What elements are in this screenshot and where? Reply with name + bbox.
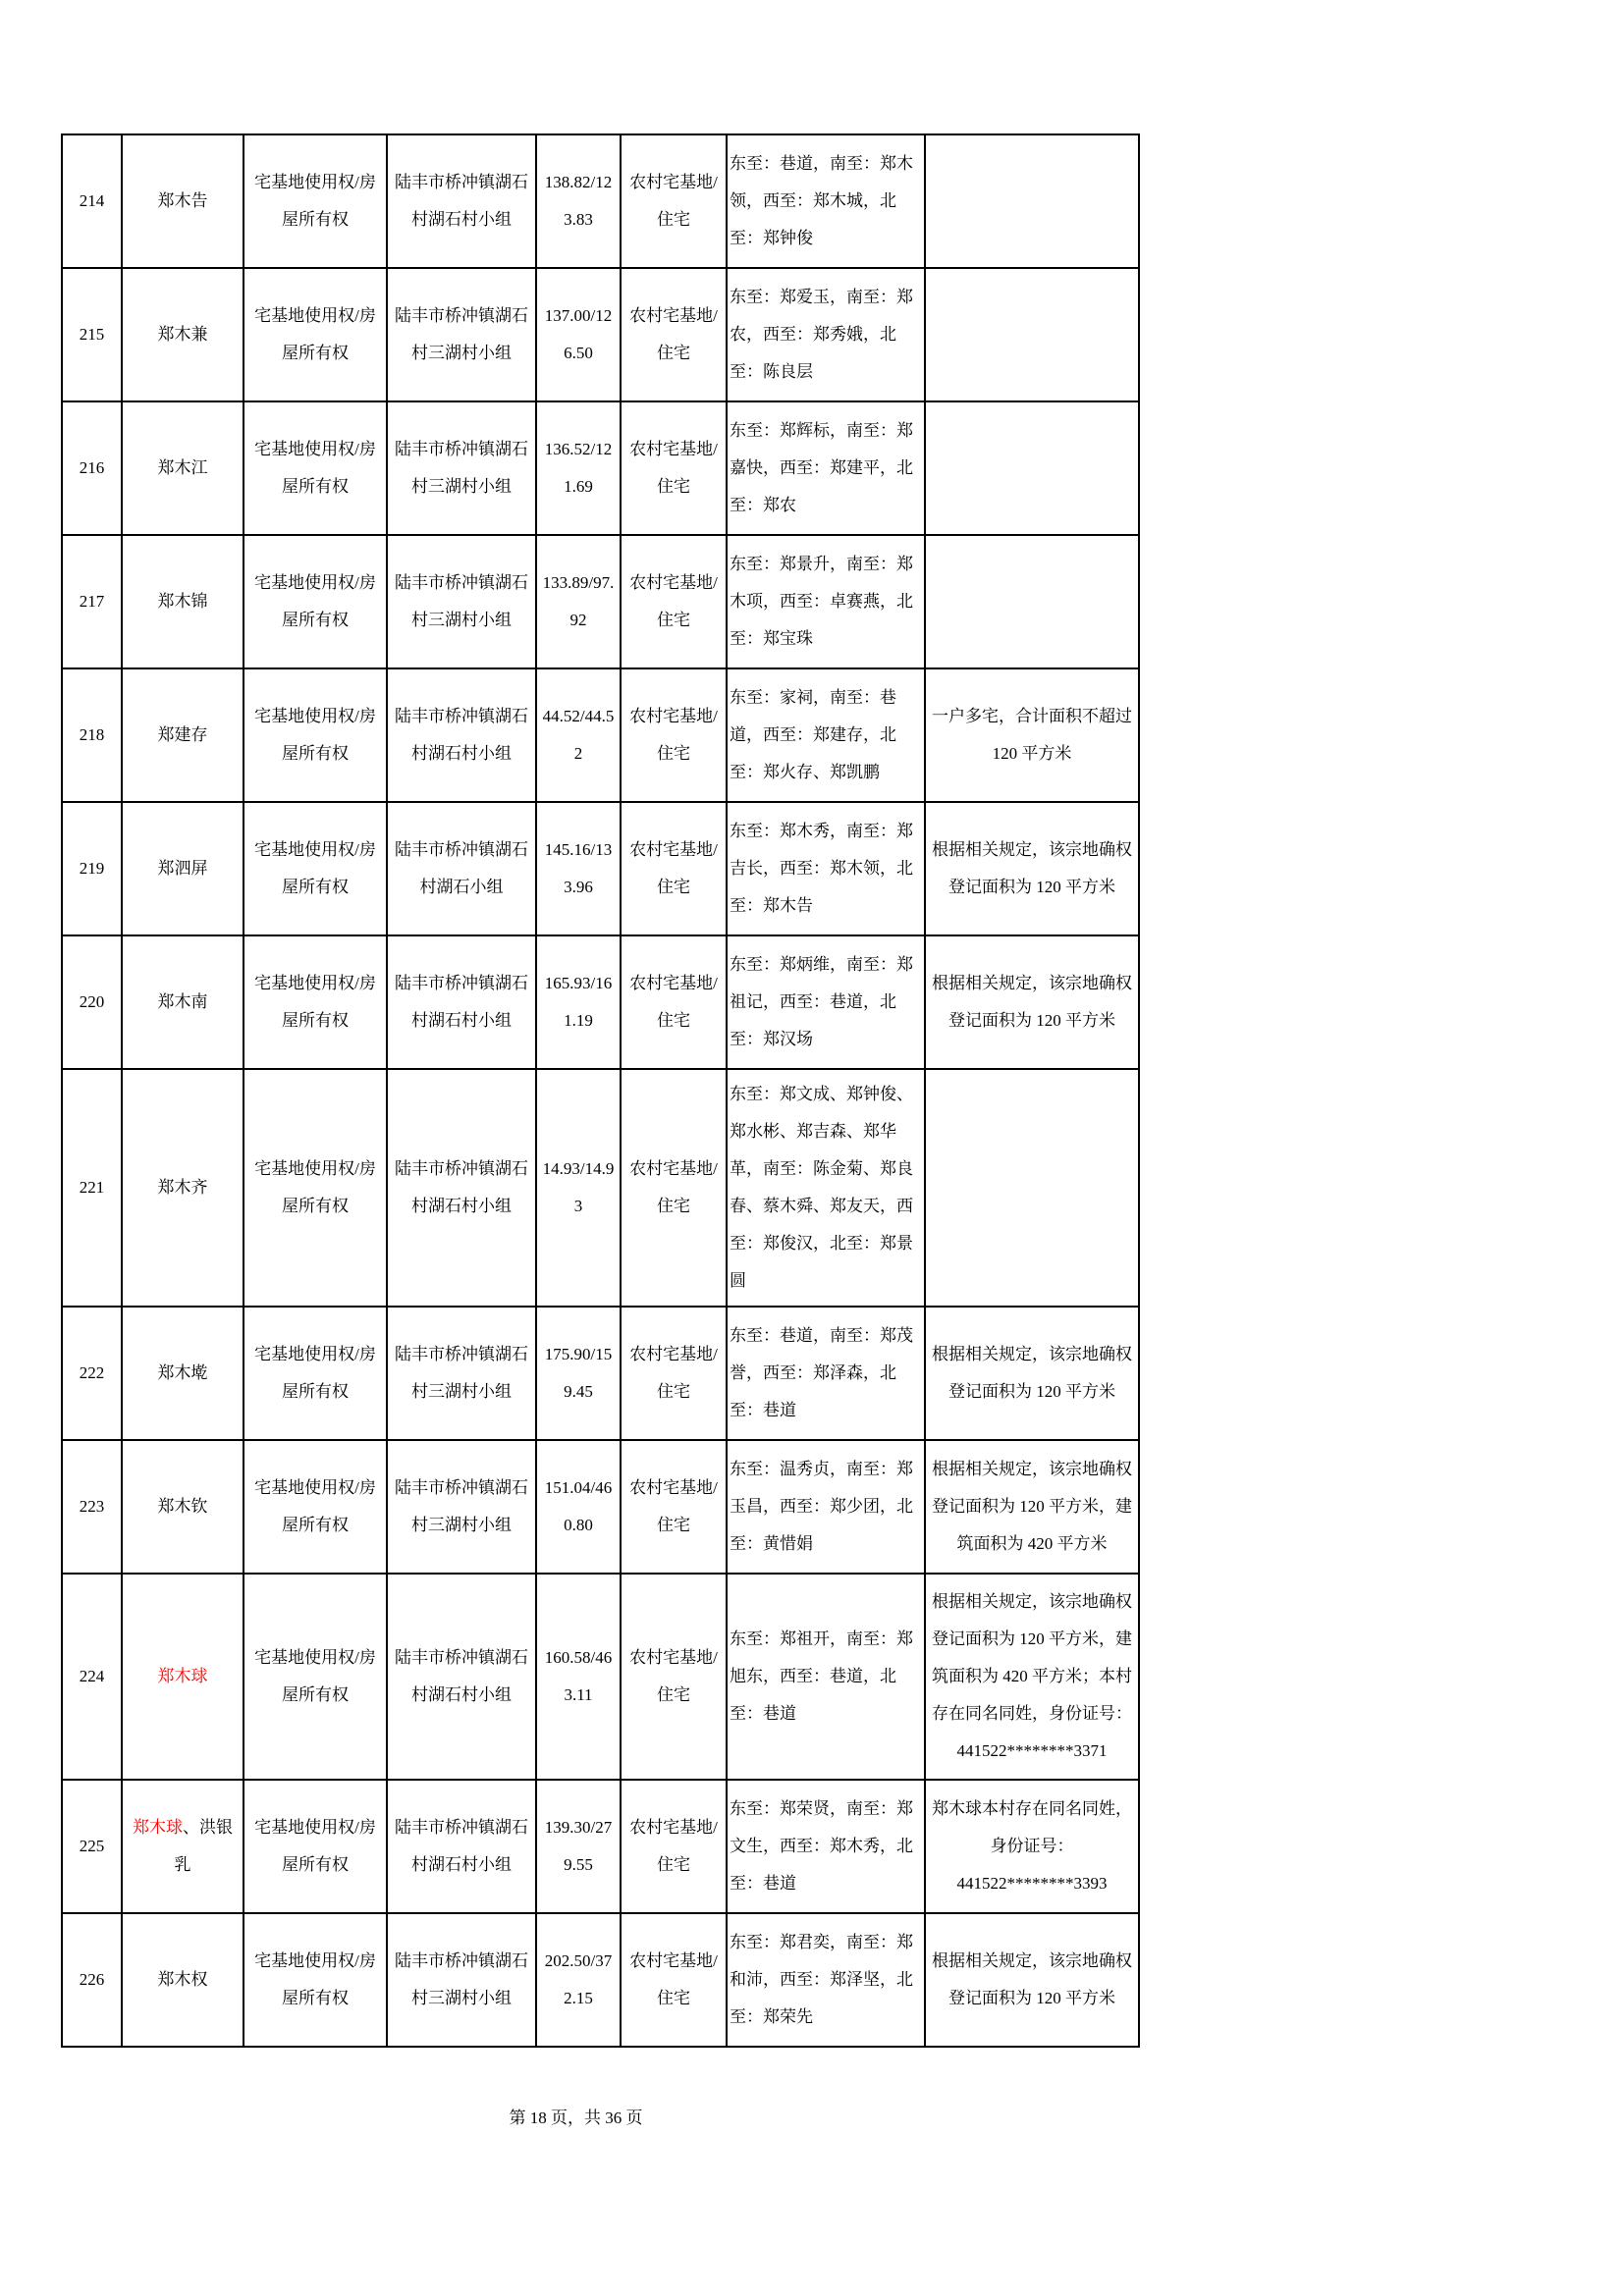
table-row bbox=[62, 1913, 1139, 2047]
owner-name-cell bbox=[122, 935, 244, 1069]
table-row bbox=[62, 535, 1139, 668]
location-cell: 陆丰市桥冲镇湖石村三湖村小组 bbox=[387, 1913, 536, 2047]
boundaries-cell: 东至：家祠，南至：巷道，西至：郑建存，北至：郑火存、郑凯鹏 bbox=[727, 668, 925, 802]
owner-name-cell bbox=[122, 535, 244, 668]
table-row bbox=[62, 1780, 1139, 1913]
remark-cell: 郑木球本村存在同名同姓，身份证号： 441522********3393 bbox=[925, 1780, 1139, 1913]
rights-type-cell: 宅基地使用权/房屋所有权 bbox=[244, 134, 387, 268]
land-use-type-cell: 农村宅基地/住宅 bbox=[621, 401, 727, 535]
land-use-type-cell: 农村宅基地/住宅 bbox=[621, 668, 727, 802]
owner-name-text: 郑木墘 bbox=[157, 1363, 208, 1382]
boundaries-cell: 东至：郑君奕，南至：郑和沛，西至：郑泽坚，北至：郑荣先 bbox=[727, 1913, 925, 2047]
area-cell: 160.58/463.11 bbox=[536, 1574, 621, 1780]
boundaries-cell: 东至：巷道，南至：郑木领，西至：郑木城，北至：郑钟俊 bbox=[727, 134, 925, 268]
location-cell: 陆丰市桥冲镇湖石村三湖村小组 bbox=[387, 401, 536, 535]
table-row bbox=[62, 668, 1139, 802]
area-cell: 44.52/44.52 bbox=[536, 668, 621, 802]
remark-cell: 根据相关规定，该宗地确权登记面积为 120 平方米，建筑面积为 420 平方米；本村存在同名同姓，身份证号： 441522********3371 bbox=[925, 1574, 1139, 1780]
rights-type-cell: 宅基地使用权/房屋所有权 bbox=[244, 1069, 387, 1307]
rights-type-cell: 宅基地使用权/房屋所有权 bbox=[244, 1307, 387, 1440]
row-number-cell: 223 bbox=[62, 1440, 122, 1574]
location-cell: 陆丰市桥冲镇湖石村湖石小组 bbox=[387, 802, 536, 935]
area-cell: 151.04/460.80 bbox=[536, 1440, 621, 1574]
boundaries-cell: 东至：郑爱玉，南至：郑农，西至：郑秀娥，北至：陈良层 bbox=[727, 268, 925, 401]
row-number-cell: 217 bbox=[62, 535, 122, 668]
owner-name-cell bbox=[122, 1307, 244, 1440]
owner-name-text: 郑木锦 bbox=[157, 592, 208, 611]
location-cell: 陆丰市桥冲镇湖石村湖石村小组 bbox=[387, 134, 536, 268]
rights-type-cell: 宅基地使用权/房屋所有权 bbox=[244, 1574, 387, 1780]
row-number-cell: 220 bbox=[62, 935, 122, 1069]
land-use-type-cell: 农村宅基地/住宅 bbox=[621, 1440, 727, 1574]
owner-name-highlight: 郑木球 bbox=[133, 1818, 183, 1837]
boundaries-cell: 东至：郑文成、郑钟俊、郑水彬、郑吉森、郑华革，南至：陈金菊、郑良春、蔡木舜、郑友天，西至：郑俊汉，北至：郑景圆 bbox=[727, 1069, 925, 1307]
owner-name-text: 郑木江 bbox=[157, 458, 208, 477]
row-number-cell: 226 bbox=[62, 1913, 122, 2047]
rights-type-cell: 宅基地使用权/房屋所有权 bbox=[244, 668, 387, 802]
boundaries-cell: 东至：郑祖开，南至：郑旭东，西至：巷道，北至：巷道 bbox=[727, 1574, 925, 1780]
owner-name-text: 郑木齐 bbox=[157, 1178, 208, 1197]
location-cell: 陆丰市桥冲镇湖石村三湖村小组 bbox=[387, 268, 536, 401]
row-number-cell: 221 bbox=[62, 1069, 122, 1307]
location-cell: 陆丰市桥冲镇湖石村三湖村小组 bbox=[387, 1307, 536, 1440]
location-cell: 陆丰市桥冲镇湖石村湖石村小组 bbox=[387, 668, 536, 802]
row-number-cell: 214 bbox=[62, 134, 122, 268]
location-cell: 陆丰市桥冲镇湖石村湖石村小组 bbox=[387, 935, 536, 1069]
land-use-type-cell: 农村宅基地/住宅 bbox=[621, 1574, 727, 1780]
land-use-type-cell: 农村宅基地/住宅 bbox=[621, 535, 727, 668]
land-use-type-cell: 农村宅基地/住宅 bbox=[621, 268, 727, 401]
area-cell: 139.30/279.55 bbox=[536, 1780, 621, 1913]
owner-name-text: 郑木告 bbox=[157, 191, 208, 210]
owner-name-cell bbox=[122, 1069, 244, 1307]
owner-name-cell bbox=[122, 668, 244, 802]
owner-name-cell bbox=[122, 1574, 244, 1780]
land-use-type-cell: 农村宅基地/住宅 bbox=[621, 1069, 727, 1307]
remark-cell: 根据相关规定，该宗地确权登记面积为 120 平方米 bbox=[925, 935, 1139, 1069]
land-use-type-cell: 农村宅基地/住宅 bbox=[621, 134, 727, 268]
boundaries-cell: 东至：郑荣贤，南至：郑文生，西至：郑木秀，北至：巷道 bbox=[727, 1780, 925, 1913]
table-row bbox=[62, 1307, 1139, 1440]
boundaries-cell: 东至：郑炳维，南至：郑祖记，西至：巷道，北至：郑汉场 bbox=[727, 935, 925, 1069]
owner-name-text: 郑木权 bbox=[157, 1970, 208, 1989]
remark-cell bbox=[925, 535, 1139, 668]
boundaries-cell: 东至：郑景升，南至：郑木项，西至：卓赛燕，北至：郑宝珠 bbox=[727, 535, 925, 668]
row-number-cell: 222 bbox=[62, 1307, 122, 1440]
table-row bbox=[62, 935, 1139, 1069]
area-cell: 133.89/97.92 bbox=[536, 535, 621, 668]
owner-name-text: 郑木兼 bbox=[157, 325, 208, 344]
boundaries-cell: 东至：巷道，南至：郑茂誉，西至：郑泽森，北至：巷道 bbox=[727, 1307, 925, 1440]
owner-name-cell bbox=[122, 1913, 244, 2047]
owner-name-cell bbox=[122, 1440, 244, 1574]
location-cell: 陆丰市桥冲镇湖石村湖石村小组 bbox=[387, 1574, 536, 1780]
table-row bbox=[62, 1440, 1139, 1574]
remark-cell: 根据相关规定，该宗地确权登记面积为 120 平方米 bbox=[925, 802, 1139, 935]
rights-type-cell: 宅基地使用权/房屋所有权 bbox=[244, 1913, 387, 2047]
area-cell: 202.50/372.15 bbox=[536, 1913, 621, 2047]
page-footer: 第 18 页，共 36 页 bbox=[509, 2109, 643, 2127]
owner-name-cell bbox=[122, 1780, 244, 1913]
remark-cell bbox=[925, 268, 1139, 401]
area-cell: 175.90/159.45 bbox=[536, 1307, 621, 1440]
table-row bbox=[62, 268, 1139, 401]
land-use-type-cell: 农村宅基地/住宅 bbox=[621, 1307, 727, 1440]
land-rights-table bbox=[61, 133, 1140, 2048]
rights-type-cell: 宅基地使用权/房屋所有权 bbox=[244, 1440, 387, 1574]
remark-cell: 一户多宅，合计面积不超过 120 平方米 bbox=[925, 668, 1139, 802]
area-cell: 145.16/133.96 bbox=[536, 802, 621, 935]
owner-name-text: 郑木南 bbox=[157, 992, 208, 1011]
owner-name-highlight: 郑木球 bbox=[157, 1667, 208, 1685]
remark-cell: 根据相关规定，该宗地确权登记面积为 120 平方米 bbox=[925, 1307, 1139, 1440]
owner-name-cell bbox=[122, 401, 244, 535]
location-cell: 陆丰市桥冲镇湖石村湖石村小组 bbox=[387, 1069, 536, 1307]
row-number-cell: 216 bbox=[62, 401, 122, 535]
remark-cell bbox=[925, 134, 1139, 268]
owner-name-text: 郑木钦 bbox=[157, 1497, 208, 1516]
row-number-cell: 219 bbox=[62, 802, 122, 935]
land-use-type-cell: 农村宅基地/住宅 bbox=[621, 1780, 727, 1913]
location-cell: 陆丰市桥冲镇湖石村三湖村小组 bbox=[387, 535, 536, 668]
rights-type-cell: 宅基地使用权/房屋所有权 bbox=[244, 1780, 387, 1913]
owner-name-cell bbox=[122, 802, 244, 935]
owner-name-text: 郑泗屏 bbox=[157, 859, 208, 878]
owner-name-cell bbox=[122, 134, 244, 268]
area-cell: 137.00/126.50 bbox=[536, 268, 621, 401]
area-cell: 136.52/121.69 bbox=[536, 401, 621, 535]
rights-type-cell: 宅基地使用权/房屋所有权 bbox=[244, 935, 387, 1069]
table-row bbox=[62, 1574, 1139, 1780]
row-number-cell: 224 bbox=[62, 1574, 122, 1780]
table-row bbox=[62, 802, 1139, 935]
remark-cell: 根据相关规定，该宗地确权登记面积为 120 平方米 bbox=[925, 1913, 1139, 2047]
rights-type-cell: 宅基地使用权/房屋所有权 bbox=[244, 802, 387, 935]
rights-type-cell: 宅基地使用权/房屋所有权 bbox=[244, 401, 387, 535]
rights-type-cell: 宅基地使用权/房屋所有权 bbox=[244, 535, 387, 668]
land-use-type-cell: 农村宅基地/住宅 bbox=[621, 935, 727, 1069]
area-cell: 14.93/14.93 bbox=[536, 1069, 621, 1307]
boundaries-cell: 东至：郑木秀，南至：郑吉长，西至：郑木领，北至：郑木告 bbox=[727, 802, 925, 935]
owner-name-text: 、洪银乳 bbox=[174, 1818, 233, 1874]
table-row bbox=[62, 401, 1139, 535]
remark-cell bbox=[925, 401, 1139, 535]
owner-name-text: 郑建存 bbox=[157, 725, 208, 744]
boundaries-cell: 东至：温秀贞，南至：郑玉昌，西至：郑少团，北至：黄惜娟 bbox=[727, 1440, 925, 1574]
boundaries-cell: 东至：郑辉标，南至：郑嘉快，西至：郑建平，北至：郑农 bbox=[727, 401, 925, 535]
remark-cell bbox=[925, 1069, 1139, 1307]
table-row bbox=[62, 1069, 1139, 1307]
land-use-type-cell: 农村宅基地/住宅 bbox=[621, 802, 727, 935]
area-cell: 138.82/123.83 bbox=[536, 134, 621, 268]
land-rights-table-body bbox=[62, 134, 1139, 2047]
row-number-cell: 225 bbox=[62, 1780, 122, 1913]
area-cell: 165.93/161.19 bbox=[536, 935, 621, 1069]
land-use-type-cell: 农村宅基地/住宅 bbox=[621, 1913, 727, 2047]
owner-name-cell bbox=[122, 268, 244, 401]
location-cell: 陆丰市桥冲镇湖石村湖石村小组 bbox=[387, 1780, 536, 1913]
remark-cell: 根据相关规定，该宗地确权登记面积为 120 平方米，建筑面积为 420 平方米 bbox=[925, 1440, 1139, 1574]
row-number-cell: 218 bbox=[62, 668, 122, 802]
rights-type-cell: 宅基地使用权/房屋所有权 bbox=[244, 268, 387, 401]
row-number-cell: 215 bbox=[62, 268, 122, 401]
location-cell: 陆丰市桥冲镇湖石村三湖村小组 bbox=[387, 1440, 536, 1574]
table-row bbox=[62, 134, 1139, 268]
